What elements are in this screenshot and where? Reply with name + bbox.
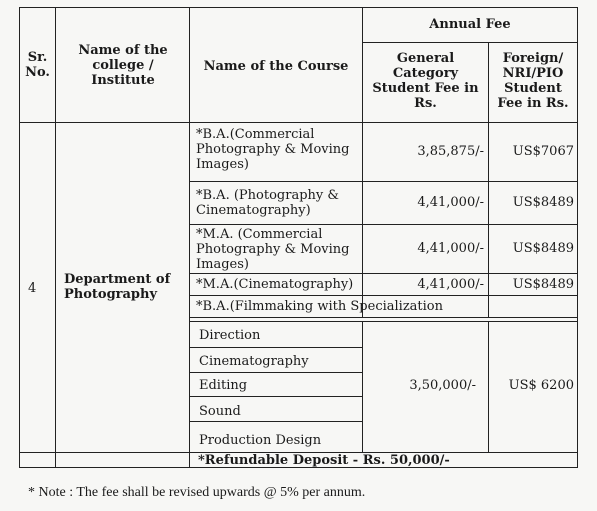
general-fee-row-1: 3,85,875/-: [417, 144, 484, 159]
col-divider-4: [488, 42, 489, 317]
table-border-right: [577, 7, 578, 468]
course-row-3: *M.A. (Commercial Photography & Moving Images): [196, 227, 350, 272]
header-foreign-fee: Foreign/ NRI/PIO Student Fee in Rs.: [497, 51, 569, 111]
filmmaking-title: *B.A.(Filmmaking with Specialization: [196, 299, 443, 314]
table-border-top: [19, 7, 578, 8]
row-line-5: [189, 317, 577, 318]
annual-fee-divider: [362, 42, 577, 43]
fee-revision-note: * Note : The fee shall be revised upwards @ 5% per annum.: [28, 485, 366, 500]
header-sr-no: Sr. No.: [25, 50, 50, 80]
col-divider-3b: [362, 321, 363, 452]
spec-line-3: [189, 396, 362, 397]
foreign-fee-row-4: US$8489: [512, 277, 574, 292]
spec-line-1: [189, 347, 362, 348]
header-annual-fee: Annual Fee: [429, 17, 511, 32]
course-row-1: *B.A.(Commercial Photography & Moving Images): [196, 127, 350, 172]
refundable-deposit: *Refundable Deposit - Rs. 50,000/-: [198, 453, 450, 468]
col-divider-1: [55, 7, 56, 467]
row-line-4: [189, 295, 577, 296]
col-divider-2: [189, 7, 190, 467]
header-course: Name of the Course: [203, 59, 349, 74]
col-divider-3: [362, 7, 363, 317]
general-fee-row-2: 4,41,000/-: [417, 195, 484, 210]
spec-line-2: [189, 372, 362, 373]
header-general-fee: General Category Student Fee in Rs.: [372, 51, 479, 111]
row-line-3: [189, 273, 577, 274]
col-divider-4b: [488, 321, 489, 452]
specialization-editing: Editing: [199, 378, 248, 393]
specialization-production-design: Production Design: [199, 433, 322, 448]
general-fee-row-4: 4,41,000/-: [417, 277, 484, 292]
specialization-sound: Sound: [199, 404, 241, 419]
row-line-1: [189, 181, 577, 182]
general-fee-row-3: 4,41,000/-: [417, 241, 484, 256]
foreign-fee-row-2: US$8489: [512, 195, 574, 210]
course-row-2: *B.A. (Photography & Cinematography): [196, 188, 339, 218]
course-row-4: *M.A.(Cinematography): [196, 277, 354, 292]
foreign-fee-row-3: US$8489: [512, 241, 574, 256]
row-line-5b: [189, 321, 577, 322]
specialization-cinematography: Cinematography: [199, 354, 309, 369]
filmmaking-foreign-fee: US$ 6200: [508, 378, 574, 393]
filmmaking-general-fee: 3,50,000/-: [409, 378, 476, 393]
foreign-fee-row-1: US$7067: [512, 144, 574, 159]
header-college: Name of the college / Institute: [78, 43, 168, 88]
sr-no-value: 4: [28, 281, 37, 296]
spec-line-4: [189, 421, 362, 422]
header-bottom-line: [19, 122, 578, 123]
specialization-direction: Direction: [199, 328, 261, 343]
row-line-2: [189, 224, 577, 225]
college-name: Department of Photography: [64, 272, 171, 302]
